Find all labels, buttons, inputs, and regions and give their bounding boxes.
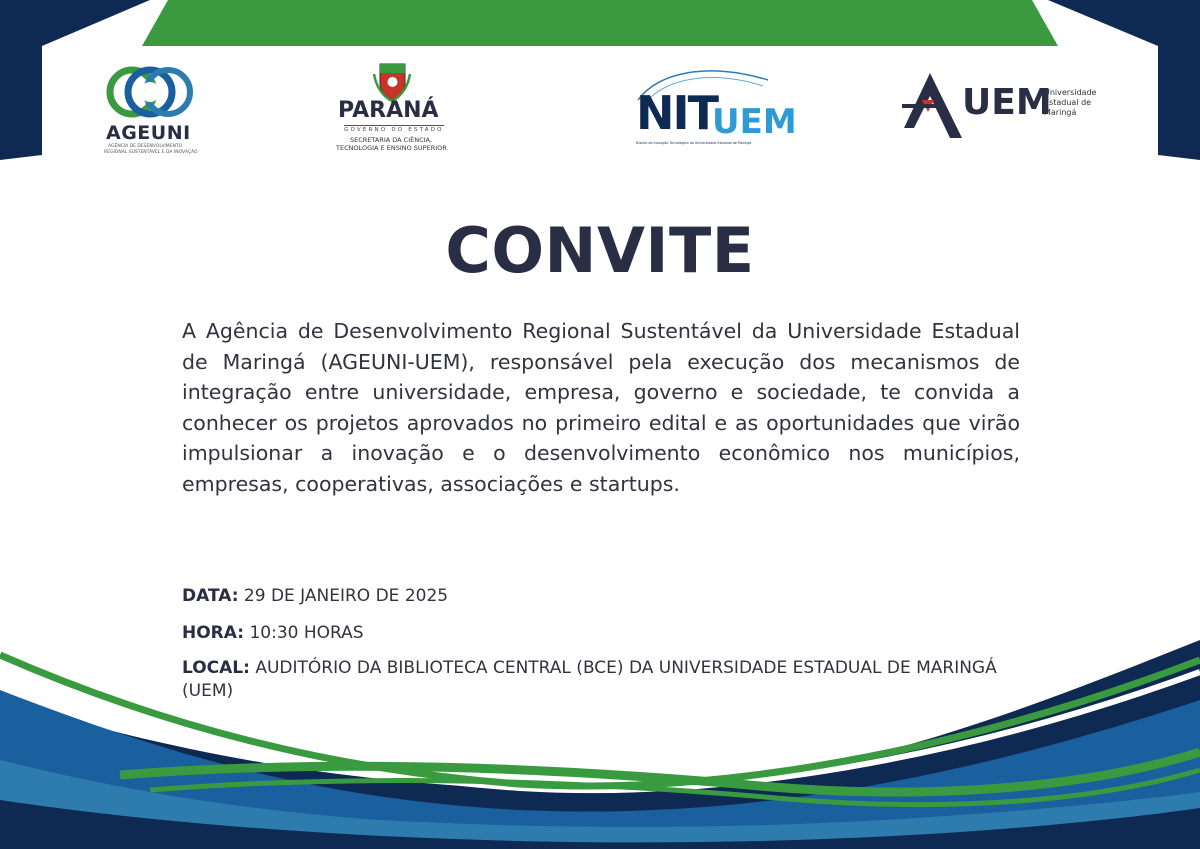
uem-line-3: Maringá [1044,108,1077,117]
uem-line-2: Estadual de [1044,98,1092,107]
ageuni-rings-icon [100,62,200,124]
parana-secretaria-2: TECNOLOGIA E ENSINO SUPERIOR [336,144,447,152]
nituem-nit: NIT [636,86,717,140]
uem-symbol-icon [900,68,970,143]
ageuni-logo [100,62,200,157]
uem-line-1: Universidade [1044,88,1097,97]
uem-logo [900,68,1110,143]
top-green-band [142,0,1058,46]
invitation-body: A Agência de Desenvolvimento Regional Sustentável da Universidade Estadual de Maringá (AGEUNI-UEM), responsável pela execução dos mecanismos de integração entre universidade, empresa, governo e sociedade, te convida a conhecer os projetos aprovados no primeiro edital e as oportunidades que virão impulsionar a inovação e o desenvolvimento econômico nos municípios, empresas, cooperativas, associações e startups. [182,319,1020,496]
ageuni-subtitle-2: REGIONAL SUSTENTÁVEL E DA INOVAÇÃO [104,150,198,155]
event-location-label: LOCAL: [182,658,250,678]
uem-name: UEM [962,82,1052,123]
parana-coat-of-arms-icon [330,60,455,102]
event-date-label: DATA: [182,586,239,606]
invitation-title: CONVITE [445,214,755,287]
parana-governo: GOVERNO DO ESTADO [344,127,444,133]
nituem-subtitle: Núcleo de Inovação Tecnológica da Universidade Estadual de Maringá [636,141,752,145]
parana-secretaria-1: SECRETARIA DA CIÊNCIA, [350,136,433,144]
parana-logo [330,60,455,155]
nituem-logo [628,62,797,152]
event-time-value: 10:30 HORAS [249,623,364,643]
parana-name: PARANÁ [338,98,439,123]
event-date [182,585,1022,608]
ageuni-name: AGEUNI [106,122,191,144]
event-location [182,657,1022,703]
event-location-value: AUDITÓRIO DA BIBLIOTECA CENTRAL (BCE) DA UNIVERSIDADE ESTADUAL DE MARINGÁ (UEM) [182,658,997,701]
event-date-value: 29 DE JANEIRO DE 2025 [243,586,449,606]
nituem-uem: UEM [712,102,797,142]
ageuni-subtitle-1: AGÊNCIA DE DESENVOLVIMENTO [108,144,183,149]
event-time-label: HORA: [182,623,245,643]
event-time [182,622,1022,645]
